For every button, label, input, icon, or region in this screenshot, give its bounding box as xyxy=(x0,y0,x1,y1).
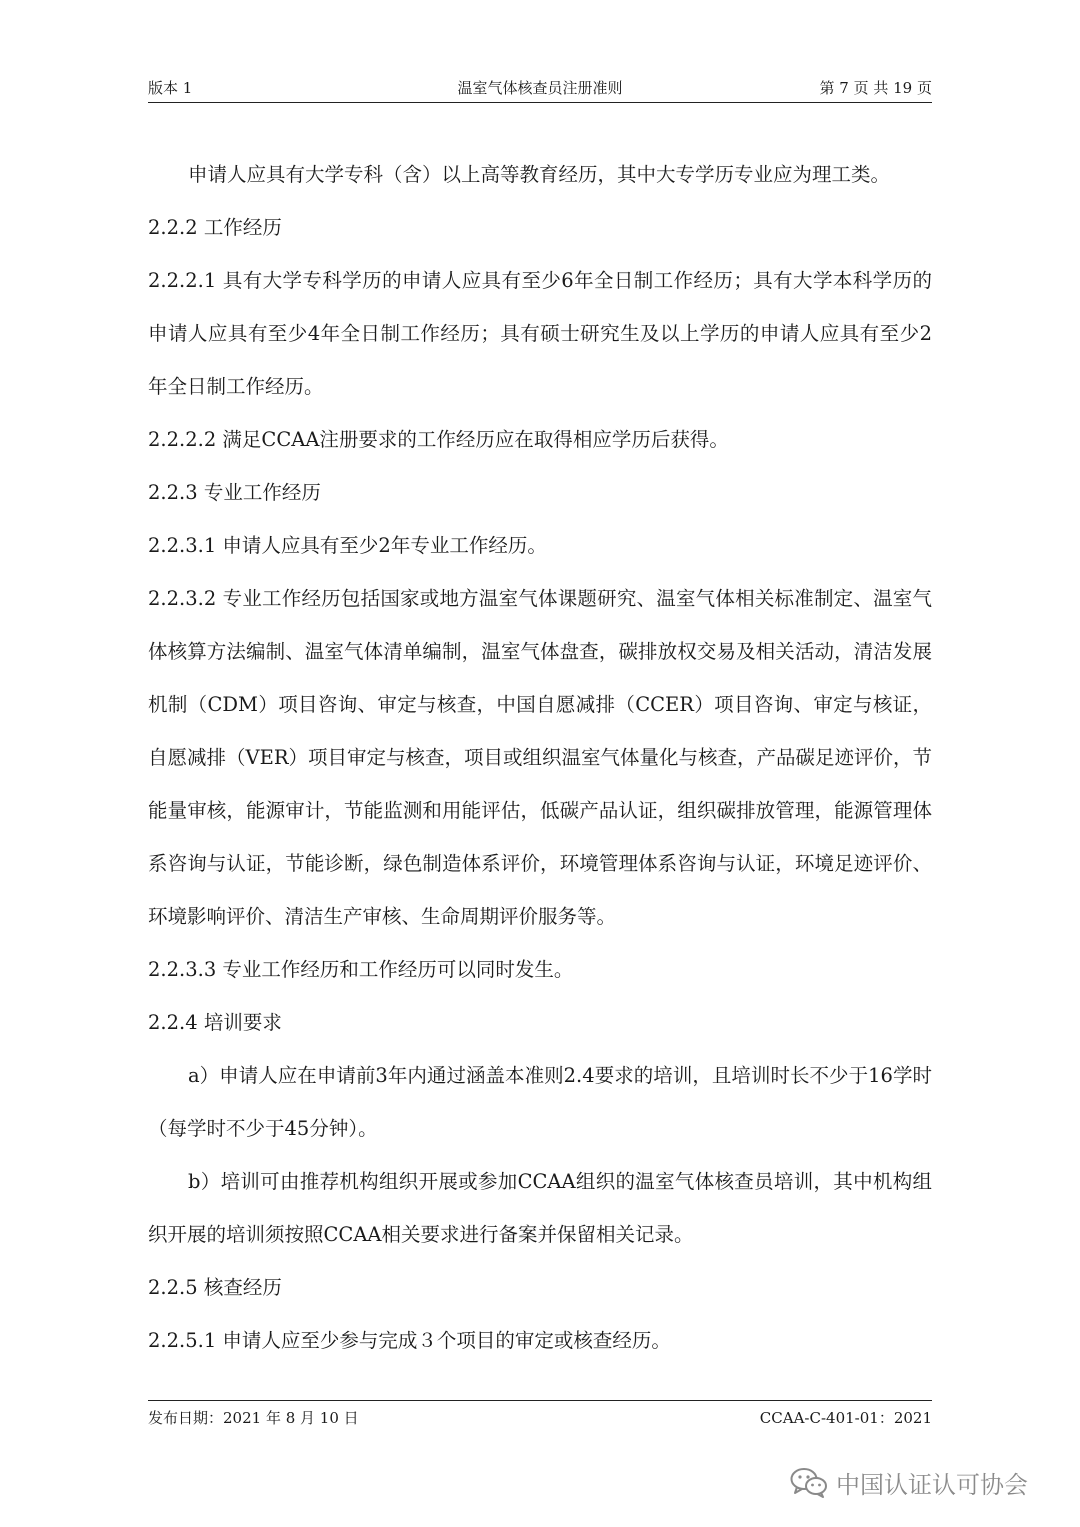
footer-doc-code: CCAA-C-401-01：2021 xyxy=(759,1409,932,1427)
header-version: 版本 1 xyxy=(148,79,193,97)
heading-2-2-5: 2.2.5 核查经历 xyxy=(148,1276,282,1299)
heading-2-2-3: 2.2.3 专业工作经历 xyxy=(148,481,321,504)
paragraph-2-2-2-1: 2.2.2.1 具有大学专科学历的申请人应具有至少6年全日制工作经历；具有大学本科学历的申请人应具有至少4年全日制工作经历；具有硕士研究生及以上学历的申请人应具有至少2年全日制工作经历。 xyxy=(148,269,932,398)
document-body xyxy=(148,148,932,1367)
paragraph-2-2-3-1: 2.2.3.1 申请人应具有至少2年专业工作经历。 xyxy=(148,534,547,557)
paragraph-2-2-5-1: 2.2.5.1 申请人应至少参与完成３个项目的审定或核查经历。 xyxy=(148,1329,671,1352)
header-title: 温室气体核查员注册准则 xyxy=(457,79,623,97)
paragraph-2-2-2-2: 2.2.2.2 满足CCAA注册要求的工作经历应在取得相应学历后获得。 xyxy=(148,428,729,451)
heading-2-2-2: 2.2.2 工作经历 xyxy=(148,216,282,239)
page-header xyxy=(148,76,932,103)
footer-publish-date: 发布日期：2021 年 8 月 10 日 xyxy=(148,1409,359,1427)
heading-2-2-4: 2.2.4 培训要求 xyxy=(148,1011,282,1034)
header-page-info: 第 7 页 共 19 页 xyxy=(819,79,932,97)
paragraph-training-b: b）培训可由推荐机构组织开展或参加CCAA组织的温室气体核查员培训，其中机构组织开展的培训须按照CCAA相关要求进行备案并保留相关记录。 xyxy=(148,1170,932,1246)
page-footer xyxy=(148,1400,932,1431)
watermark-text: 中国认证认可协会 xyxy=(836,1470,1028,1499)
wechat-watermark xyxy=(790,1462,1028,1502)
wechat-icon xyxy=(790,1466,828,1498)
paragraph-training-a: a）申请人应在申请前3年内通过涵盖本准则2.4要求的培训，且培训时长不少于16学时（每学时不少于45分钟）。 xyxy=(148,1064,932,1140)
paragraph-education: 申请人应具有大学专科（含）以上高等教育经历，其中大专学历专业应为理工类。 xyxy=(188,163,891,186)
paragraph-2-2-3-2: 2.2.3.2 专业工作经历包括国家或地方温室气体课题研究、温室气体相关标准制定、温室气体核算方法编制、温室气体清单编制，温室气体盘查，碳排放权交易及相关活动，清洁发展机制（CDM）项目咨询、审定与核查，中国自愿减排（CCER）项目咨询、审定与核证，自愿减排（VER）项目审定与核查，项目或组织温室气体量化与核查，产品碳足迹评价，节能量审核，能源审计，节能监测和用能评估，低碳产品认证，组织碳排放管理，能源管理体系咨询与认证，节能诊断，绿色制造体系评价，环境管理体系咨询与认证，环境足迹评价、环境影响评价、清洁生产审核、生命周期评价服务等。 xyxy=(148,587,932,928)
paragraph-2-2-3-3: 2.2.3.3 专业工作经历和工作经历可以同时发生。 xyxy=(148,958,574,981)
